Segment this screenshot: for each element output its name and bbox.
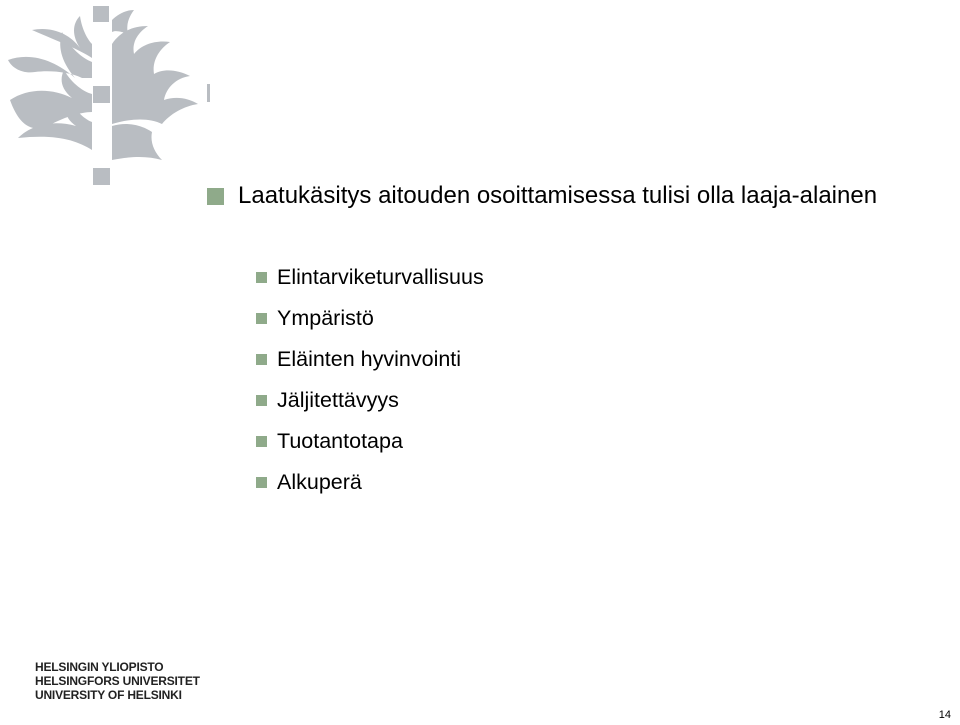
sub-bullet-marker xyxy=(256,354,267,365)
wordmark-line: HELSINGIN YLIOPISTO xyxy=(35,660,164,674)
main-bullet-text: Laatukäsitys aitouden osoittamisessa tulisi olla laaja-alainen xyxy=(238,182,878,209)
wordmark-line: HELSINGFORS UNIVERSITET xyxy=(35,674,200,688)
sub-bullet-text: Jäljitettävyys xyxy=(277,388,399,412)
sub-bullet-text: Elintarviketurvallisuus xyxy=(277,265,484,289)
sub-bullet-text: Alkuperä xyxy=(277,470,362,494)
university-wordmark xyxy=(35,660,200,702)
sub-bullet-marker xyxy=(256,272,267,283)
sub-bullet-marker xyxy=(256,477,267,488)
sub-bullet-marker xyxy=(256,313,267,324)
sub-bullet-text: Eläinten hyvinvointi xyxy=(277,347,462,371)
page-number: 14 xyxy=(938,709,951,721)
sub-bullet-marker xyxy=(256,395,267,406)
main-bullet-marker xyxy=(207,188,224,205)
sub-bullet-marker xyxy=(256,436,267,447)
sub-bullet-text: Ympäristö xyxy=(277,306,374,330)
university-flame-logo xyxy=(0,0,215,195)
sub-bullet-text: Tuotantotapa xyxy=(277,429,403,453)
wordmark-line: UNIVERSITY OF HELSINKI xyxy=(35,688,182,702)
